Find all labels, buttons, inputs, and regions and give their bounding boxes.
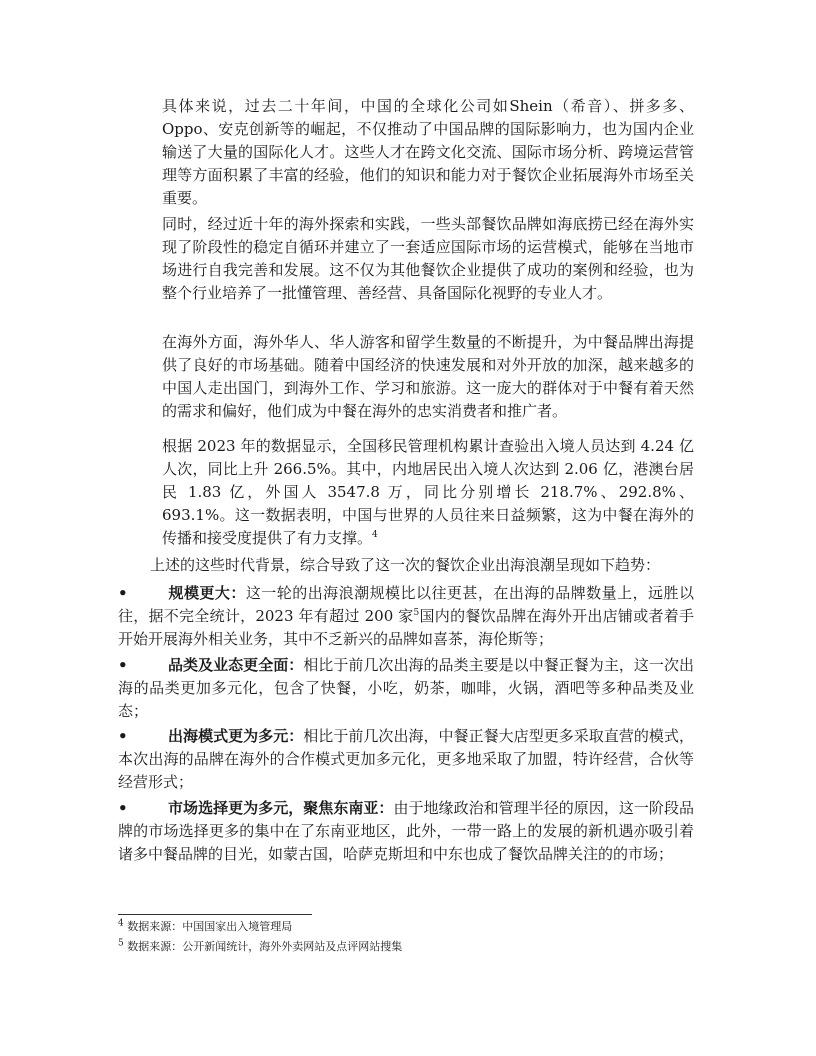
footnote-text: 数据来源：公开新闻统计，海外外卖网站及点评网站搜集	[127, 940, 403, 953]
footnote-number: 5	[118, 938, 124, 949]
paragraph-overseas-practice	[162, 213, 694, 305]
bullet-lead: 规模更大：	[168, 584, 246, 602]
bullet-icon: •	[118, 656, 128, 674]
bullet-icon: •	[118, 584, 128, 602]
bullet-text: 这一轮的出海浪潮规模比以往更甚，在出海的品牌数量上，远胜以往，据不完全统计，2023 年有超过 200 家	[118, 584, 694, 625]
paragraph-overseas-market	[162, 331, 694, 423]
bullet-text: 由于地缘政治和管理半径的原因，这一阶段品牌的市场选择更多的集中在了东南亚地区，此外，一带一路上的发展的新机遇亦吸引着诸多中餐品牌的目光，如蒙古国，哈萨克斯坦和中东也成了餐饮品牌关注的的市场；	[118, 799, 694, 863]
bullet-text: 相比于前几次出海的品类主要是以中餐正餐为主，这一次出海的品类更加多元化，包含了快餐，小吃，奶茶，咖啡，火锅，酒吧等多种品类及业态；	[118, 656, 694, 720]
paragraph-text: 根据 2023 年的数据显示，全国移民管理机构累计查验出入境人员达到 4.24 亿人次，同比上升 266.5%。其中，内地居民出入境人次达到 2.06 亿，港澳台居民 1.83 亿，外国人 3547.8 万，同比分别增长 218.7%、292.8%、693.1%。这一数据表明，中国与世界的人员往来日益频繁，这为中餐在海外的传播和接受度提供了有力支撑。	[162, 437, 694, 547]
footnote-number: 4	[118, 918, 124, 929]
bullet-item-category	[118, 654, 694, 723]
bullet-icon: •	[118, 799, 128, 817]
footnote-text: 数据来源：中国国家出入境管理局	[127, 920, 293, 933]
bullet-item-model	[118, 725, 694, 794]
bullet-lead: 出海模式更为多元：	[168, 727, 304, 745]
paragraph-text: 同时，经过近十年的海外探索和实践，一些头部餐饮品牌如海底捞已经在海外实现了阶段性的稳定自循环并建立了一套适应国际市场的运营模式，能够在当地市场进行自我完善和发展。这不仅为其他餐饮企业提供了成功的案例和经验，也为整个行业培养了一批懂管理、善经营、具备国际化视野的专业人才。	[162, 215, 694, 302]
bullet-lead: 市场选择更为多元，聚焦东南亚：	[168, 799, 394, 817]
footnote-5	[118, 940, 402, 954]
footnote-ref-4[interactable]: 4	[372, 530, 378, 540]
bullet-text: 相比于前几次出海，中餐正餐大店型更多采取直营的模式，本次出海的品牌在海外的合作模式更加多元化，更多地采取了加盟，特许经营，合伙等经营形式；	[118, 727, 694, 791]
trend-intro: 上述的这些时代背景，综合导致了这一次的餐饮企业出海浪潮呈现如下趋势：	[150, 556, 661, 574]
paragraph-global-talent	[162, 95, 694, 210]
paragraph-immigration-data	[162, 435, 694, 550]
bullet-icon: •	[118, 727, 128, 745]
paragraph-text: 具体来说，过去二十年间，中国的全球化公司如Shein（希音）、拼多多、Oppo、安克创新等的崛起，不仅推动了中国品牌的国际影响力，也为国内企业输送了大量的国际化人才。这些人才在跨文化交流、国际市场分析、跨境运营管理等方面积累了丰富的经验，他们的知识和能力对于餐饮企业拓展海外市场至关重要。	[162, 97, 694, 207]
bullet-lead: 品类及业态更全面：	[168, 656, 304, 674]
bullet-text-continued: 国内的餐饮品牌在海外开出店铺或者着手开始开展海外相关业务，其中不乏新兴的品牌如喜茶，海伦斯等；	[118, 607, 694, 648]
footnote-divider	[118, 914, 312, 915]
paragraph-text: 在海外方面，海外华人、华人游客和留学生数量的不断提升，为中餐品牌出海提供了良好的市场基础。随着中国经济的快速发展和对外开放的加深，越来越多的中国人走出国门，到海外工作、学习和旅游。这一庞大的群体对于中餐有着天然的需求和偏好，他们成为中餐在海外的忠实消费者和推广者。	[162, 333, 694, 420]
bullet-item-scale	[118, 582, 694, 651]
footnote-4	[118, 920, 292, 934]
bullet-item-market	[118, 797, 694, 866]
footnote-ref-5[interactable]: 5	[413, 608, 420, 618]
